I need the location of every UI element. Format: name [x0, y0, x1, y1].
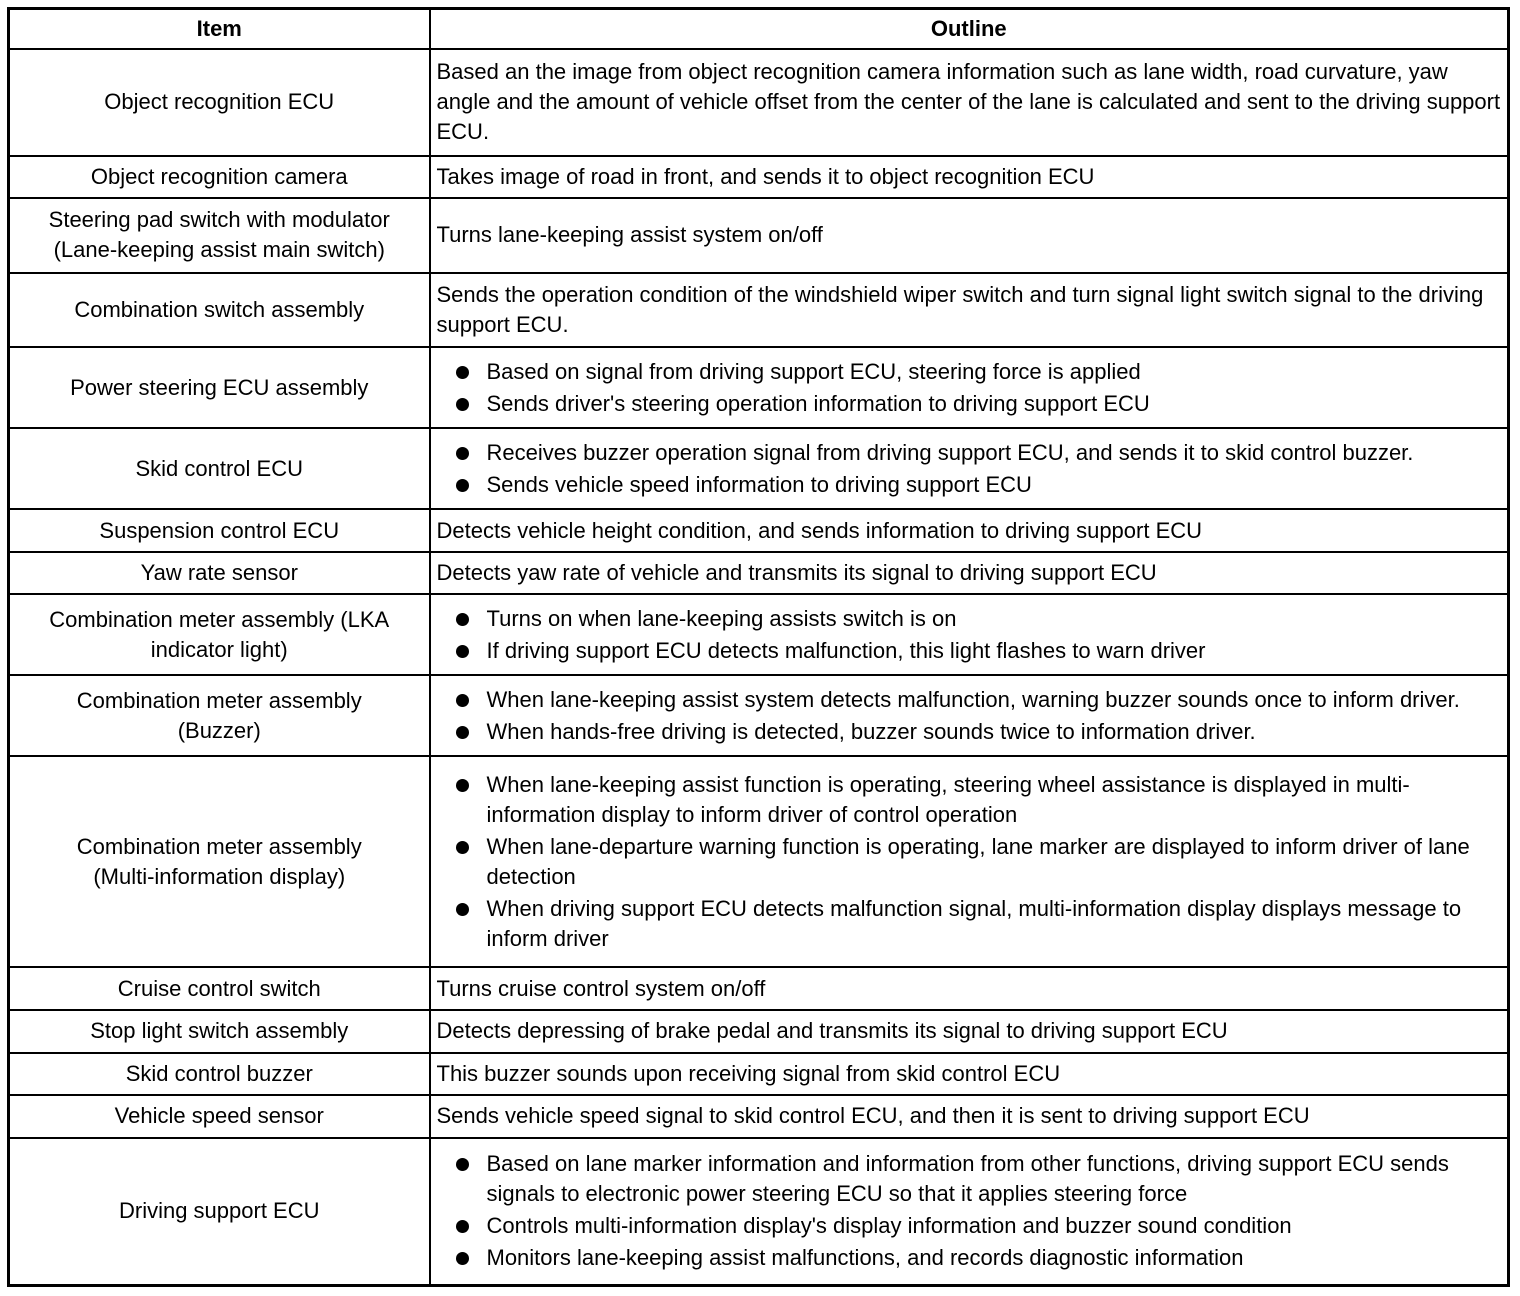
outline-text: Turns lane-keeping assist system on/off [436, 222, 823, 248]
bullet-item: Sends driver's steering operation information to driving support ECU [437, 389, 1502, 419]
bullet-list [437, 685, 1502, 747]
outline-cell [430, 1053, 1509, 1096]
table-row [9, 428, 1509, 509]
item-cell [9, 347, 430, 428]
outline-text: Takes image of road in front, and sends it to object recognition ECU [436, 163, 1095, 189]
outline-text: Based an the image from object recognition camera information such as lane width, road curvature, yaw angle and the amount of vehicle offset from the center of the lane is calculated and sent to the driving support ECU. [436, 59, 1501, 145]
item-label-line: Combination meter assembly [76, 687, 362, 713]
outline-text: This buzzer sounds upon receiving signal from skid control ECU [436, 1060, 1061, 1086]
bullet-item: Monitors lane-keeping assist malfunctions, and records diagnostic information [437, 1243, 1502, 1273]
outline-text: Sends vehicle speed signal to skid control ECU, and then it is sent to driving support ECU [436, 1103, 1310, 1129]
bullet-item: Sends vehicle speed information to driving support ECU [437, 470, 1502, 500]
outline-cell [430, 552, 1509, 595]
table-row [9, 509, 1509, 552]
item-label-line: Steering pad switch with modulator [48, 207, 390, 233]
outline-text: Detects yaw rate of vehicle and transmits its signal to driving support ECU [436, 560, 1157, 586]
table-row [9, 1138, 1509, 1286]
outline-cell [430, 509, 1509, 552]
item-label-line: (Buzzer) [177, 717, 261, 743]
item-label-line: Object recognition camera [90, 163, 348, 189]
item-cell [9, 1053, 430, 1096]
bullet-list [437, 1149, 1502, 1273]
table-row [9, 594, 1509, 675]
outline-cell [430, 49, 1509, 156]
item-label-line: Cruise control switch [117, 975, 321, 1001]
item-label-line: Stop light switch assembly [90, 1018, 349, 1044]
table-row [9, 49, 1509, 156]
bullet-item: Receives buzzer operation signal from driving support ECU, and sends it to skid control buzzer. [437, 438, 1502, 468]
item-cell [9, 156, 430, 199]
table-row [9, 967, 1509, 1010]
item-cell [9, 1095, 430, 1138]
outline-cell [430, 756, 1509, 967]
item-label-line: Combination meter assembly [76, 833, 362, 859]
bullet-list [437, 357, 1502, 419]
item-label-line: Driving support ECU [118, 1198, 320, 1224]
bullet-item: When lane-keeping assist system detects malfunction, warning buzzer sounds once to inform driver. [437, 685, 1502, 715]
outline-text: Turns cruise control system on/off [436, 975, 766, 1001]
outline-cell [430, 1095, 1509, 1138]
outline-cell [430, 967, 1509, 1010]
item-label-line: Vehicle speed sensor [114, 1103, 324, 1129]
item-cell [9, 428, 430, 509]
outline-cell [430, 675, 1509, 756]
table-body [9, 49, 1509, 1286]
item-label-line: Power steering ECU assembly [70, 374, 369, 400]
item-cell [9, 594, 430, 675]
item-cell [9, 273, 430, 348]
item-cell [9, 552, 430, 595]
bullet-item: When driving support ECU detects malfunction signal, multi-information display displays message to inform driver [437, 894, 1502, 954]
item-label-line: Combination switch assembly [74, 297, 365, 323]
outline-cell [430, 156, 1509, 199]
item-label-line: Yaw rate sensor [140, 560, 298, 586]
table-row [9, 1010, 1509, 1053]
table-row [9, 156, 1509, 199]
bullet-item: When lane-departure warning function is operating, lane marker are displayed to inform driver of lane detection [437, 832, 1502, 892]
item-cell [9, 967, 430, 1010]
outline-cell [430, 198, 1509, 273]
outline-cell [430, 1138, 1509, 1286]
bullet-list [437, 604, 1502, 666]
item-label-line: (Lane-keeping assist main switch) [53, 237, 385, 263]
item-label-line: Suspension control ECU [99, 517, 340, 543]
outline-cell [430, 428, 1509, 509]
item-cell [9, 1138, 430, 1286]
item-cell [9, 756, 430, 967]
outline-text: Detects vehicle height condition, and sends information to driving support ECU [436, 517, 1203, 543]
item-label-line: Object recognition ECU [104, 89, 335, 115]
bullet-item: When lane-keeping assist function is operating, steering wheel assistance is displayed in multi-information display to inform driver of control operation [437, 770, 1502, 830]
table-row [9, 756, 1509, 967]
outline-cell [430, 347, 1509, 428]
outline-cell [430, 1010, 1509, 1053]
table-row [9, 1053, 1509, 1096]
item-cell [9, 198, 430, 273]
header-outline: Outline [430, 9, 1509, 50]
item-label-line: Combination meter assembly (LKA [49, 606, 390, 632]
table-row [9, 552, 1509, 595]
component-outline-table [7, 7, 1510, 1287]
table-row [9, 198, 1509, 273]
bullet-item: Based on lane marker information and information from other functions, driving support ECU sends signals to electronic power steering ECU so that it applies steering force [437, 1149, 1502, 1209]
outline-text: Sends the operation condition of the windshield wiper switch and turn signal light switch signal to the driving support ECU. [436, 282, 1484, 338]
bullet-item: Turns on when lane-keeping assists switch is on [437, 604, 1502, 634]
bullet-item: Based on signal from driving support ECU, steering force is applied [437, 357, 1502, 387]
table-header-row [9, 9, 1509, 50]
item-label-line: Skid control buzzer [125, 1060, 313, 1086]
table-row [9, 273, 1509, 348]
bullet-list [437, 438, 1502, 500]
table-row [9, 1095, 1509, 1138]
bullet-item: If driving support ECU detects malfunction, this light flashes to warn driver [437, 636, 1502, 666]
item-label-line: Skid control ECU [135, 455, 303, 481]
table-row [9, 675, 1509, 756]
outline-cell [430, 594, 1509, 675]
item-cell [9, 675, 430, 756]
item-label-line: (Multi-information display) [93, 863, 346, 889]
table-row [9, 347, 1509, 428]
bullet-item: Controls multi-information display's display information and buzzer sound condition [437, 1211, 1502, 1241]
bullet-item: When hands-free driving is detected, buzzer sounds twice to information driver. [437, 717, 1502, 747]
item-label-line: indicator light) [150, 636, 288, 662]
item-cell [9, 1010, 430, 1053]
outline-cell [430, 273, 1509, 348]
item-cell [9, 49, 430, 156]
item-cell [9, 509, 430, 552]
bullet-list [437, 770, 1502, 954]
outline-text: Detects depressing of brake pedal and transmits its signal to driving support ECU [436, 1018, 1228, 1044]
header-item: Item [9, 9, 430, 50]
